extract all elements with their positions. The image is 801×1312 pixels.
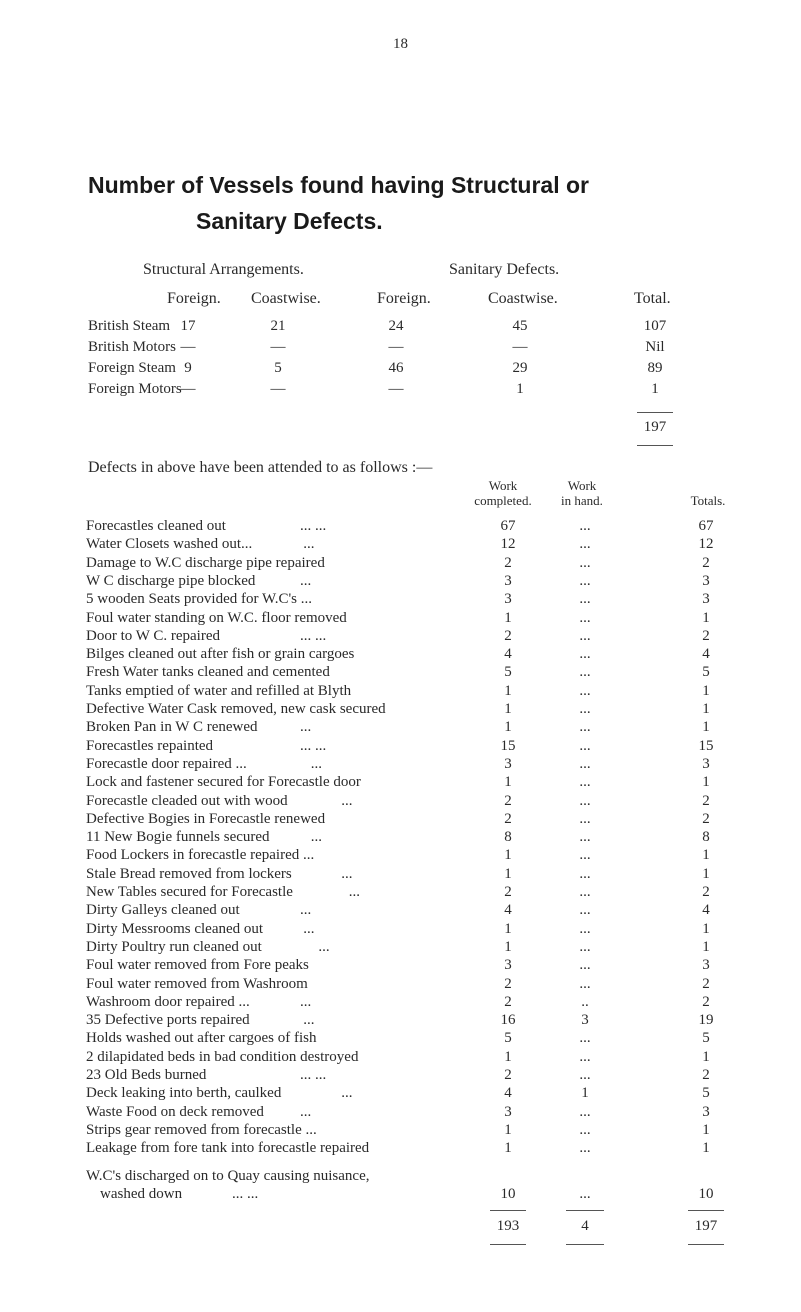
defect-row-in-hand: ... [579,683,591,699]
defect-row-label: Leakage from fore tank into forecastle repaired [86,1140,370,1156]
defect-row-completed: 1 [504,774,512,790]
defect-row-label: Strips gear removed from forecastle ... [86,1122,317,1138]
defect-row-in-hand: ... [579,573,591,589]
summary-cell-v2: — [270,381,286,397]
defect-row-completed: 12 [500,536,516,552]
defect-row-label: Forecastle door repaired ... [86,756,247,772]
defect-row-label: Defective Water Cask removed, new cask secured [86,701,386,717]
col-foreign-sanitary: Foreign. [377,290,431,307]
defect-row-total: 2 [702,1067,710,1083]
last-row-label-1: W.C's discharged on to Quay causing nuisance, [86,1168,370,1184]
defect-row-dots: ... ... [300,518,327,534]
defect-row-completed: 1 [504,610,512,626]
defect-row-in-hand: .. [581,994,589,1010]
defect-row-in-hand: ... [579,756,591,772]
defect-row-total: 5 [702,1085,710,1101]
defect-row-in-hand: ... [579,1140,591,1156]
defect-row-total: 5 [702,664,710,680]
defect-row-in-hand: ... [579,793,591,809]
defect-row-dots: ... [341,793,353,809]
page-number: 18 [393,36,408,52]
defect-row-completed: 2 [504,1067,512,1083]
defect-row-label: Forecastle cleaded out with wood [86,793,288,809]
defect-row-dots: ... ... [300,738,327,754]
summary-cell-total: 1 [651,381,659,397]
sum-in-hand: 4 [581,1218,589,1234]
defect-row-in-hand: 1 [581,1085,589,1101]
defect-row-in-hand: ... [579,1030,591,1046]
defect-row-total: 1 [702,610,710,626]
defect-row-label: 2 dilapidated beds in bad condition destroyed [86,1049,359,1065]
defect-row-total: 2 [702,793,710,809]
last-row-dots: ... ... [232,1186,259,1202]
defect-row-label: Forecastles repainted [86,738,214,754]
defect-row-completed: 3 [504,591,512,607]
defect-row-label: Door to W C. repaired [86,628,220,644]
defect-row-in-hand: ... [579,1104,591,1120]
defect-row-completed: 1 [504,921,512,937]
defect-row-completed: 1 [504,1049,512,1065]
col-work-completed-top: Work [488,478,518,493]
defect-row-dots: ... [303,1012,315,1028]
summary-cell-total: 107 [643,318,667,334]
summary-row-label: Foreign Motors [88,381,182,397]
last-row-completed: 10 [500,1186,516,1202]
defect-row-dots: ... ... [300,628,327,644]
defect-row-completed: 4 [504,646,512,662]
defect-row-completed: 3 [504,573,512,589]
defect-row-total: 1 [702,719,710,735]
defect-row-in-hand: ... [579,738,591,754]
defect-row-label: Damage to W.C discharge pipe repaired [86,555,325,571]
defect-row-total: 15 [698,738,714,754]
defect-row-label: 5 wooden Seats provided for W.C's ... [86,591,313,607]
last-row-in-hand: ... [579,1186,591,1202]
summary-cell-v2: 5 [274,360,282,376]
defect-row-label: Waste Food on deck removed [86,1104,264,1120]
defect-row-in-hand: ... [579,847,591,863]
col-coastwise-structural: Coastwise. [251,290,321,307]
defect-row-total: 1 [702,683,710,699]
defect-row-dots: ... [300,1104,312,1120]
defect-row-label: 35 Defective ports repaired [86,1012,250,1028]
defect-row-total: 3 [702,957,710,973]
defect-row-completed: 5 [504,664,512,680]
defect-row-total: 1 [702,1140,710,1156]
defect-row-in-hand: ... [579,610,591,626]
defect-row-total: 8 [702,829,710,845]
defect-row-label: Foul water standing on W.C. floor removed [86,610,347,626]
in-hand-sum-rule-bottom [566,1244,604,1245]
defect-row-in-hand: ... [579,719,591,735]
defect-row-completed: 1 [504,1140,512,1156]
defect-row-in-hand: ... [579,1067,591,1083]
defect-row-in-hand: ... [579,555,591,571]
defect-row-dots: ... [300,719,312,735]
defect-row-dots: ... [341,866,353,882]
summary-cell-total: Nil [645,339,665,355]
defect-row-in-hand: ... [579,902,591,918]
defect-row-in-hand: ... [579,664,591,680]
col-work-in-hand-bottom: in hand. [561,493,603,508]
defect-row-completed: 1 [504,701,512,717]
summary-cell-v3: — [388,339,404,355]
defect-row-in-hand: ... [579,628,591,644]
defect-row-label: 23 Old Beds burned [86,1067,207,1083]
defect-row-dots: ... [310,829,323,845]
defect-row-label: Deck leaking into berth, caulked [86,1085,282,1101]
col-work-in-hand-top: Work [567,478,597,493]
summary-cell-v2: — [270,339,286,355]
last-row-total: 10 [698,1186,714,1202]
summary-cell-v4: 1 [516,381,524,397]
defect-row-in-hand: ... [579,1049,591,1065]
defect-row-total: 19 [698,1012,714,1028]
defect-row-in-hand: ... [579,591,591,607]
total-sum-rule [688,1210,724,1211]
defect-row-total: 1 [702,1122,710,1138]
col-totals: Totals. [690,493,726,508]
defect-row-dots: ... [348,884,361,900]
defect-row-label: Foul water removed from Fore peaks [86,957,309,973]
defect-row-in-hand: ... [579,921,591,937]
summary-cell-v4: — [512,339,528,355]
defect-row-label: Tanks emptied of water and refilled at Blyth [86,683,352,699]
defect-row-completed: 2 [504,628,512,644]
page-title-line-1: Number of Vessels found having Structural or [88,172,589,198]
defect-row-dots: ... [318,939,330,955]
defect-row-completed: 2 [504,994,512,1010]
defect-row-completed: 2 [504,793,512,809]
defect-row-completed: 1 [504,1122,512,1138]
summary-cell-v1: 9 [184,360,192,376]
col-coastwise-sanitary: Coastwise. [488,290,558,307]
defect-row-label: Fresh Water tanks cleaned and cemented [86,664,330,680]
defect-row-in-hand: ... [579,829,591,845]
defect-row-label: Foul water removed from Washroom [86,976,308,992]
defect-row-completed: 2 [504,976,512,992]
defect-row-label: Broken Pan in W C renewed [86,719,258,735]
defect-row-in-hand: 3 [581,1012,589,1028]
defect-row-dots: ... [341,1085,353,1101]
defect-row-total: 2 [702,884,710,900]
defect-row-label: Dirty Poultry run cleaned out [86,939,262,955]
defect-row-completed: 15 [500,738,516,754]
defect-row-label: Bilges cleaned out after fish or grain cargoes [86,646,355,662]
page-title-line-2: Sanitary Defects. [196,208,383,234]
defect-row-in-hand: ... [579,976,591,992]
defect-row-completed: 1 [504,866,512,882]
defect-row-label: New Tables secured for Forecastle [86,884,293,900]
defect-row-in-hand: ... [579,866,591,882]
defect-row-in-hand: ... [579,774,591,790]
defect-row-total: 3 [702,573,710,589]
defect-row-total: 67 [698,518,714,534]
defect-row-label: W C discharge pipe blocked [86,573,256,589]
defect-row-dots: ... ... [300,1067,327,1083]
defect-row-in-hand: ... [579,646,591,662]
sanitary-group-heading: Sanitary Defects. [449,261,560,278]
defect-row-in-hand: ... [579,701,591,717]
in-hand-sum-rule [566,1210,604,1211]
summary-cell-v4: 45 [512,318,528,334]
summary-cell-v3: 24 [388,318,404,334]
summary-row-label: British Steam [88,318,171,334]
defect-row-completed: 1 [504,719,512,735]
defect-row-completed: 2 [504,811,512,827]
defect-row-total: 3 [702,1104,710,1120]
last-row-label-2: washed down [100,1186,183,1202]
defect-row-label: Washroom door repaired ... [86,994,250,1010]
defect-row-dots: ... [300,573,312,589]
sum-rule-bottom [637,445,673,446]
defect-row-total: 1 [702,701,710,717]
defect-row-total: 1 [702,1049,710,1065]
sum-rule [637,412,673,413]
defect-row-label: 11 New Bogie funnels secured [86,829,270,845]
defect-row-completed: 3 [504,756,512,772]
defect-row-total: 1 [702,939,710,955]
defect-row-label: Dirty Messrooms cleaned out [86,921,264,937]
defect-row-total: 1 [702,866,710,882]
defect-row-in-hand: ... [579,957,591,973]
summary-cell-v1: — [180,339,196,355]
defect-row-completed: 2 [504,884,512,900]
col-foreign-structural: Foreign. [167,290,221,307]
sum-total: 197 [694,1218,718,1234]
defect-row-completed: 4 [504,1085,512,1101]
defect-row-label: Holds washed out after cargoes of fish [86,1030,317,1046]
structural-group-heading: Structural Arrangements. [143,261,304,278]
defect-row-dots: ... [300,902,312,918]
defect-row-total: 1 [702,921,710,937]
defect-row-completed: 2 [504,555,512,571]
defect-row-total: 3 [702,756,710,772]
defect-row-label: Forecastles cleaned out [86,518,226,534]
col-work-completed-bottom: completed. [474,493,532,508]
defect-row-completed: 67 [500,518,516,534]
defect-row-completed: 5 [504,1030,512,1046]
summary-cell-v1: 17 [180,318,196,334]
defect-row-total: 2 [702,976,710,992]
defect-row-total: 2 [702,555,710,571]
defect-row-total: 5 [702,1030,710,1046]
defect-row-total: 3 [702,591,710,607]
defect-row-total: 4 [702,646,710,662]
defect-row-completed: 4 [504,902,512,918]
defect-row-label: Defective Bogies in Forecastle renewed [86,811,326,827]
defect-row-total: 1 [702,847,710,863]
defect-row-completed: 8 [504,829,512,845]
summary-cell-v2: 21 [270,318,286,334]
sum-completed: 193 [496,1218,520,1234]
summary-cell-v3: 46 [388,360,404,376]
summary-cell-v4: 29 [512,360,528,376]
defect-row-dots: ... [310,756,323,772]
defect-row-completed: 16 [500,1012,516,1028]
defect-row-completed: 3 [504,957,512,973]
defect-row-label: Water Closets washed out... [86,536,253,552]
defect-row-dots: ... [303,536,315,552]
defect-row-total: 12 [698,536,714,552]
summary-cell-v1: — [180,381,196,397]
defect-row-total: 2 [702,994,710,1010]
defect-row-completed: 1 [504,847,512,863]
defect-row-dots: ... [300,994,312,1010]
summary-row-label: Foreign Steam [88,360,176,376]
defect-row-total: 2 [702,628,710,644]
defect-row-in-hand: ... [579,518,591,534]
defect-row-completed: 1 [504,939,512,955]
total-sum-rule-bottom [688,1244,724,1245]
summary-row-label: British Motors [88,339,176,355]
defect-row-completed: 3 [504,1104,512,1120]
defect-row-in-hand: ... [579,1122,591,1138]
defect-row-total: 2 [702,811,710,827]
summary-cell-total: 89 [647,360,663,376]
defect-row-total: 4 [702,902,710,918]
defect-row-in-hand: ... [579,939,591,955]
defect-row-in-hand: ... [579,811,591,827]
completed-sum-rule [490,1210,526,1211]
defect-row-in-hand: ... [579,884,591,900]
defect-row-label: Dirty Galleys cleaned out [86,902,240,918]
defect-row-completed: 1 [504,683,512,699]
completed-sum-rule-bottom [490,1244,526,1245]
defects-intro: Defects in above have been attended to as follows :— [88,459,433,476]
defect-row-dots: ... [303,921,315,937]
defect-row-label: Lock and fastener secured for Forecastle door [86,774,361,790]
summary-grand-total: 197 [643,419,667,435]
defect-row-total: 1 [702,774,710,790]
defect-row-in-hand: ... [579,536,591,552]
defect-row-label: Food Lockers in forecastle repaired ... [86,847,315,863]
summary-cell-v3: — [388,381,404,397]
col-total: Total. [634,290,671,307]
defect-row-label: Stale Bread removed from lockers [86,866,292,882]
